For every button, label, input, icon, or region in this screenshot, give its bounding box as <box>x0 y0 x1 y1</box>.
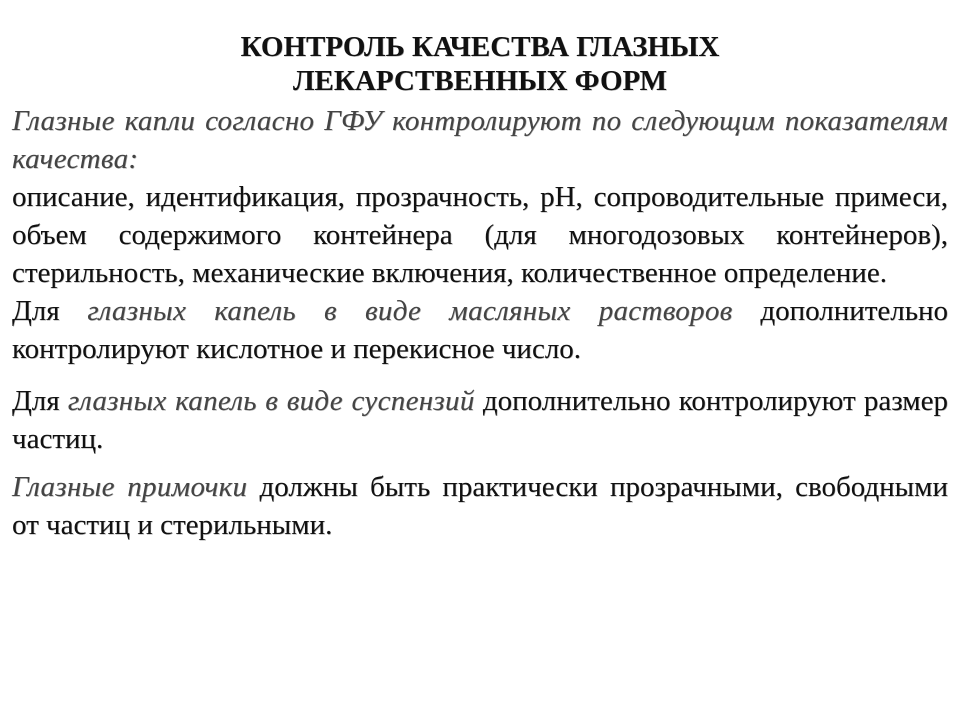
paragraph-indicators-list <box>12 178 948 292</box>
body-text: Для <box>12 385 68 417</box>
italic-text: глазных капель в виде суспензий <box>67 385 475 417</box>
paragraph-eye-lotions <box>12 468 948 544</box>
paragraph-indicators-intro <box>12 102 948 178</box>
slide-title-line-1: КОНТРОЛЬ КАЧЕСТВА ГЛАЗНЫХ <box>240 31 720 63</box>
paragraph-suspensions <box>12 382 948 458</box>
body-text: описание, идентификация, прозрачность, рН, сопроводительные примеси, объем содержимого контейнера (для многодозовых контейнеров), стерильность, механические включения, количественное определение. <box>12 181 948 289</box>
italic-text: Глазные капли согласно ГФУ контролируют по следующим показателям качества: <box>12 105 948 175</box>
slide-title <box>12 30 948 98</box>
body-text: Для <box>12 295 88 327</box>
body-text: дополнительно контролируют кислотное и перекисное число. <box>12 295 949 365</box>
italic-text: глазных капель в виде масляных растворов <box>87 295 733 327</box>
italic-text: Глазные примочки <box>12 471 248 503</box>
body-text: дополнительно контролируют размер частиц. <box>12 385 949 455</box>
body-text: должны быть практически прозрачными, свободными от частиц и стерильными. <box>12 471 948 541</box>
paragraph-oil-solutions <box>12 292 948 368</box>
slide-title-line-2: ЛЕКАРСТВЕННЫХ ФОРМ <box>292 65 668 97</box>
